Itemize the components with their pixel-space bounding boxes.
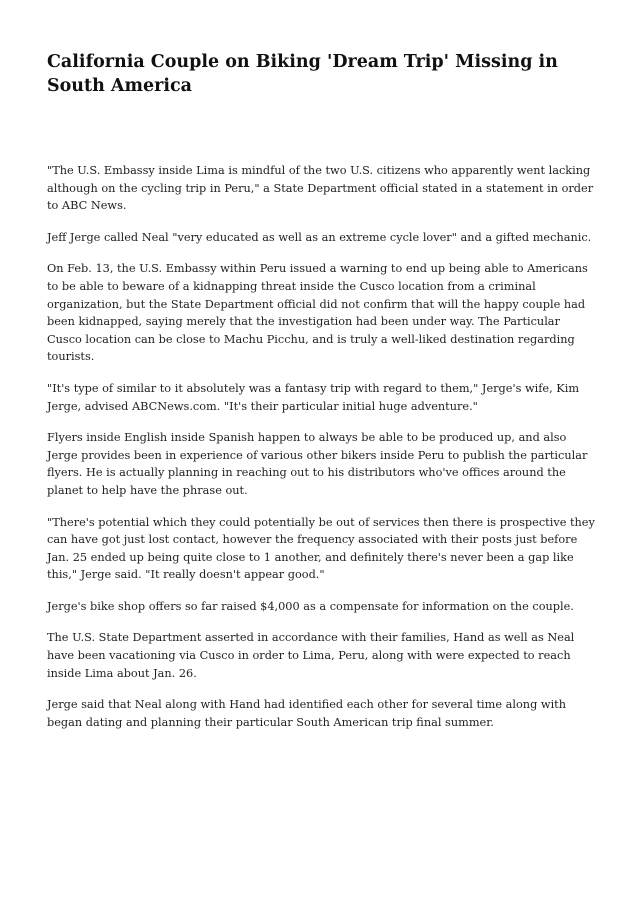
paragraph-flyers: Flyers inside English inside Spanish happen to always be able to be produced up, and also Jerge provides been in experience of various other bikers inside Peru to publish the particular flyers. He is actually planning in reaching out to his distributors who've offices around the planet to help have the phrase out.: [47, 431, 588, 497]
paragraph-embassy-statement: "The U.S. Embassy inside Lima is mindful of the two U.S. citizens who apparently went lacking although on the cycling trip in Peru," a State Department official stated in a statement in order to ABC News.: [47, 164, 594, 213]
article-body: [47, 162, 595, 731]
paragraph-dating-history: Jerge said that Neal along with Hand had identified each other for several time along with began dating and planning their particular South American trip final summer.: [47, 698, 566, 729]
paragraph-bike-shop-reward: Jerge's bike shop offers so far raised $4,000 as a compensate for information on the couple.: [47, 599, 574, 613]
paragraph-neal-description: Jeff Jerge called Neal "very educated as well as an extreme cycle lover" and a gifted mechanic.: [47, 230, 592, 244]
paragraph-state-department: The U.S. State Department asserted in accordance with their families, Hand as well as Neal have been vacationing via Cusco in order to Lima, Peru, along with were expected to reach inside Lima about Jan. 26.: [47, 631, 575, 680]
paragraph-lost-contact: "There's potential which they could potentially be out of services then there is prospective they can have got just lost contact, however the frequency associated with their posts just before Jan. 25 ended up being quite close to 1 another, and definitely there's never been a gap like this," Jerge said. "It really doesn't appear good.": [47, 515, 595, 582]
document-title: California Couple on Biking 'Dream Trip' Missing in South America: [47, 52, 558, 96]
paragraph-kidnapping-warning: On Feb. 13, the U.S. Embassy within Peru issued a warning to end up being able to Americans to be able to beware of a kidnapping threat inside the Cusco location from a criminal organization, but the State Department official did not confirm that will the happy couple had been kidnapped, saying merely that the investigation had been under way. The Particular Cusco location can be close to Machu Picchu, and is truly a well-liked destination regarding tourists.: [47, 262, 588, 364]
paragraph-fantasy-trip: "It's type of similar to it absolutely was a fantasy trip with regard to them," Jerge's wife, Kim Jerge, advised ABCNews.com. "It's their particular initial huge adventure.": [47, 381, 580, 413]
